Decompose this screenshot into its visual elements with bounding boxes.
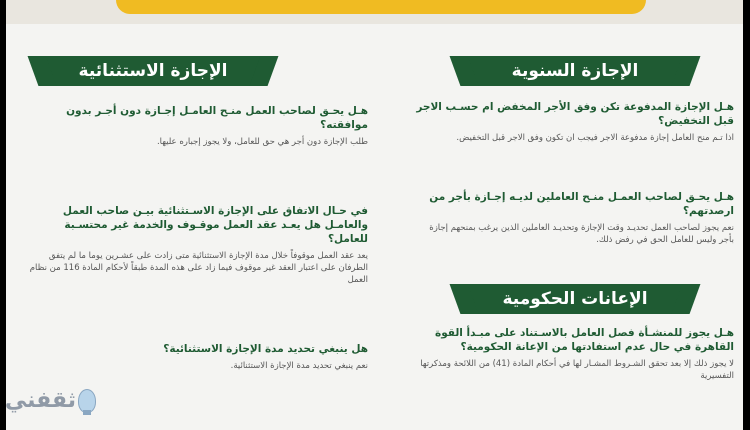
answer-text: يعد عقد العمل موقوفاً خلال مدة الإجازة الاستثنائية متى زادت على عشـرين يوما ما لم يتفق الطرفان على اعتبار العقد غير موقوف فيما زاد على هذه المدة طبقاً لأحكام المادة 116 من نظام العمل [29, 251, 368, 285]
qa-exceptional-2 [26, 204, 368, 286]
heading-exceptional-leave [42, 56, 264, 86]
qa-exceptional-1 [26, 104, 368, 148]
question-text: هل ينبغي تحديد مدة الإجازة الاستثنائية؟ [163, 343, 368, 355]
heading-annual-leave-text: الإجازة السنوية [511, 61, 639, 81]
header-accent-bar [116, 0, 646, 14]
answer-text: اذا تـم منح العامل إجازة مدفوعة الاجر فيجب ان تكون وفق الاجر قبل التخفيض. [456, 133, 734, 143]
question-text: في حـال الاتفاق على الإجازة الاسـتثنائية بيـن صاحب العمل والعامـل هل يعـد عقد العمل موقـوف والخدمة غير محتسـبة للعامل؟ [62, 205, 368, 245]
heading-annual-leave [464, 56, 686, 86]
answer-text: نعم ينبغي تحديد مدة الإجازة الاستثنائية. [230, 361, 368, 371]
answer-text: نعم يجوز لصاحب العمل تحديـد وقت الإجازة وتحديـد العاملين الذين يرغب بمنحهم إجازة بأجر وليس للعامل الحق في رفض ذلك. [429, 223, 734, 245]
question-text: هـل الإجازة المدفوعة تكن وفق الأجر المخفض ام حسـب الاجر قبل التخفيض؟ [416, 101, 734, 127]
watermark-text: ثقفني [4, 388, 76, 413]
qa-exceptional-3 [26, 342, 368, 372]
qa-government-1 [414, 326, 734, 382]
answer-text: لا يجوز ذلك إلا بعد تحقق الشـروط المشـار لها في أحكام المادة (41) من اللائحة ومذكرتها التفسيرية [420, 359, 734, 381]
question-text: هـل يحـق لصاحب العمل منـح العامـل إجـازة دون أجـر بدون موافقته؟ [66, 105, 368, 131]
heading-government-subsidies-text: الإعانات الحكومية [502, 289, 648, 309]
heading-government-subsidies [464, 284, 686, 314]
qa-annual-1 [414, 100, 734, 144]
question-text: هـل يجوز للمنشـأة فصل العامل بالاسـتناد على مبـدأ القوة القاهرة في حال عدم استفادتها من الإعانة الحكومية؟ [435, 327, 734, 353]
question-text: هـل يحـق لصاحب العمـل منـح العاملين لديـه إجـازة بأجر من ارصدتهم؟ [429, 191, 734, 217]
infographic-page [6, 0, 743, 430]
heading-exceptional-leave-text: الإجازة الاستثنائية [78, 61, 228, 81]
qa-annual-2 [414, 190, 734, 246]
answer-text: طلب الإجازة دون أجر هي حق للعامل، ولا يجوز إجباره عليها. [156, 137, 368, 147]
watermark-logo [2, 381, 102, 425]
lightbulb-icon [78, 389, 96, 413]
